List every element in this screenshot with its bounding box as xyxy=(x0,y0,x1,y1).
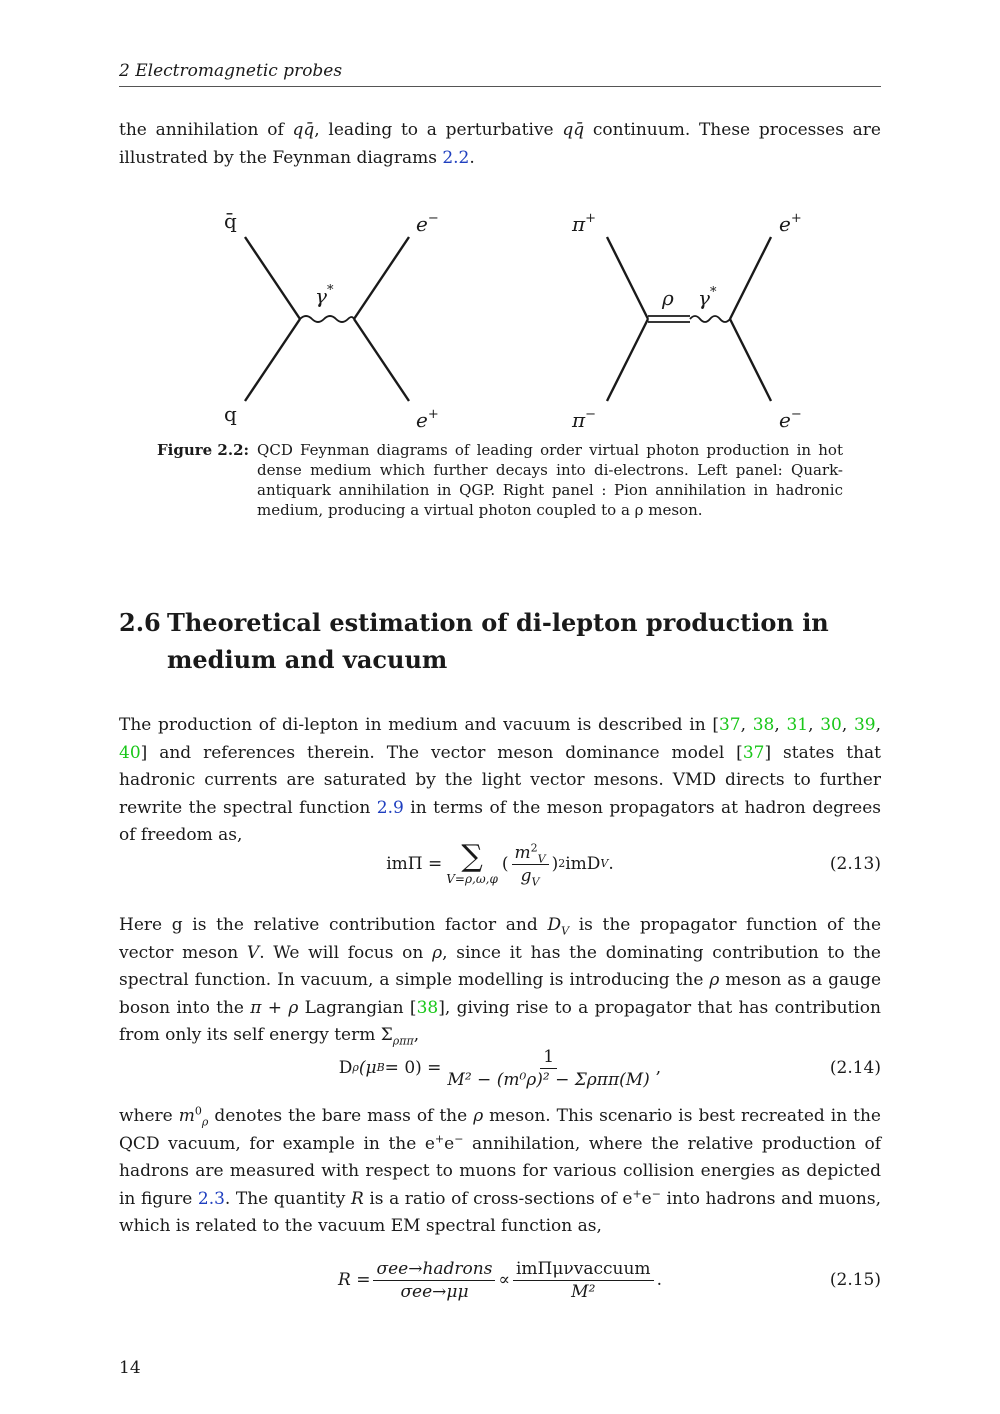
photon-line-right xyxy=(690,316,730,322)
equation-number: (2.13) xyxy=(829,854,881,874)
fraction-propagator: $\frac{1}{\text{M² − (m⁰ρ)² − Σρππ(M)}}$ xyxy=(447,1046,650,1090)
citation-link[interactable]: 30 xyxy=(820,715,842,735)
antiquark-line xyxy=(245,237,300,319)
equation-2-14: D ρ (μ B = 0) = $\frac{1}{\text{M² − (m⁰ρ)² − Σρππ(M)}}$ , (2.14) xyxy=(338,1046,881,1090)
citation-link[interactable]: 40 xyxy=(119,742,141,763)
sum-operator: ∑ V=ρ,ω,φ xyxy=(446,839,498,886)
label-gamma-left: γ* xyxy=(315,283,334,308)
label-quark: q xyxy=(224,402,237,426)
label-antiquark: q̄ xyxy=(224,209,237,233)
equation-number: (2.15) xyxy=(829,1270,881,1290)
feynman-figure xyxy=(0,195,1000,435)
pi-plus-line xyxy=(607,237,648,319)
label-pi-plus: π+ xyxy=(572,211,597,236)
eplus-out-line xyxy=(730,237,771,319)
quark-line xyxy=(245,319,300,401)
figure-caption xyxy=(157,440,843,520)
section-heading xyxy=(119,604,881,678)
equation-2-15: R = $\frac{\text{σee→hadrons}}{\text{σee→μμ}}$ ∝ $\frac{\text{imΠμνvaccuum}}{\text{M²}}$ . (2.15) xyxy=(338,1258,881,1302)
feynman-diagrams-svg xyxy=(0,195,1000,435)
figure-ref-link[interactable]: 2.3 xyxy=(197,1188,225,1209)
label-positron-left: e+ xyxy=(416,407,439,432)
citation-link[interactable]: 38 xyxy=(416,997,439,1018)
intro-paragraph: the annihilation of qq̄, leading to a perturbative qq̄ continuum. These processes are illustrated by the Feynman diagrams 2.2. xyxy=(119,120,881,168)
equation-number: (2.14) xyxy=(829,1058,881,1078)
label-rho: ρ xyxy=(662,286,674,310)
section-title: Theoretical estimation of di-lepton production in medium and vacuum xyxy=(167,608,829,674)
citation-link[interactable]: 37 xyxy=(742,742,765,763)
fraction-mv-gv: $\frac{m^2_V}{g_V}$ xyxy=(512,842,549,887)
caption-label: Figure 2.2: xyxy=(157,441,250,459)
equation-ref-link[interactable]: 2.9 xyxy=(376,797,404,818)
paragraph-vacuum: where $m^0_\rho$ denotes the bare mass of the ρ meson. This scenario is best recreated in the QCD vacuum, for example in the e+e− annihilation, where the relative production of hadrons are measured with respect to muons for various collision energies as depicted in figure 2.3. The quantity R is a ratio of cross-sections of e+e− into hadrons and muons, which is related to the vacuum EM spectral function as, xyxy=(119,1104,881,1236)
left-diagram xyxy=(245,237,409,401)
label-electron-right: e− xyxy=(779,407,802,432)
label-electron-left: e− xyxy=(416,211,439,236)
citation-link[interactable]: 39 xyxy=(853,715,876,735)
label-gamma-right: γ* xyxy=(698,285,717,310)
eminus-out-line xyxy=(730,319,771,401)
citation-link[interactable]: 31 xyxy=(786,715,809,735)
running-head: 2 Electromagnetic probes xyxy=(119,60,881,87)
diagram-labels xyxy=(224,209,802,432)
paragraph-propagator: Here g is the relative contribution factor and $D_V$ is the propagator function of the vector meson V. We will focus on ρ, since it has the dominating contribution to the spectral function. In vacuum, a simple modelling is introducing the ρ meson as a gauge boson into the π + ρ Lagrangian [38], giving rise to a propagator that has contribution from only its self energy term $\Sigma_{\rho\pi\pi}$, xyxy=(119,915,882,1048)
label-positron-right: e+ xyxy=(779,211,802,236)
virtual-photon-line xyxy=(300,316,354,322)
equation-2-13: imΠ = ∑ V=ρ,ω,φ ( $\frac{m^2_V}{g_V}$ ) 2 imD V . (2.13) xyxy=(386,839,881,888)
page-number: 14 xyxy=(119,1358,141,1378)
paragraph-vmd: The production of di-lepton in medium and vacuum is described in [37, 38, 31, 30, 39, 40] and references therein. The vector meson dominance model [37] states that hadronic currents are saturated by the light vector mesons. VMD directs to further rewrite the spectral function 2.9 in terms of the meson propagators at hadron degrees of freedom as, xyxy=(119,715,882,845)
citation-link[interactable]: 37 xyxy=(718,715,741,735)
fraction-cross-sections: $\frac{\text{σee→hadrons}}{\text{σee→μμ}}$ xyxy=(373,1258,495,1303)
citation-link[interactable]: 38 xyxy=(752,715,775,735)
figure-ref-link[interactable]: 2.2 xyxy=(442,147,470,168)
fraction-spectral: $\frac{\text{imΠμνvaccuum}}{\text{M²}}$ xyxy=(513,1258,654,1303)
caption-text: QCD Feynman diagrams of leading order virtual photon production in hot dense medium which further decays into di-electrons. Left panel: Quark-antiquark annihilation in QGP. Right panel : Pion annihilation in hadronic medium, producing a virtual photon coupled to a ρ meson. xyxy=(257,441,843,519)
label-pi-minus: π− xyxy=(572,407,597,432)
right-diagram xyxy=(607,237,771,401)
section-number: 2.6 xyxy=(119,608,161,637)
positron-out-line xyxy=(354,319,409,401)
electron-out-line xyxy=(354,237,409,319)
pi-minus-line xyxy=(607,319,648,401)
